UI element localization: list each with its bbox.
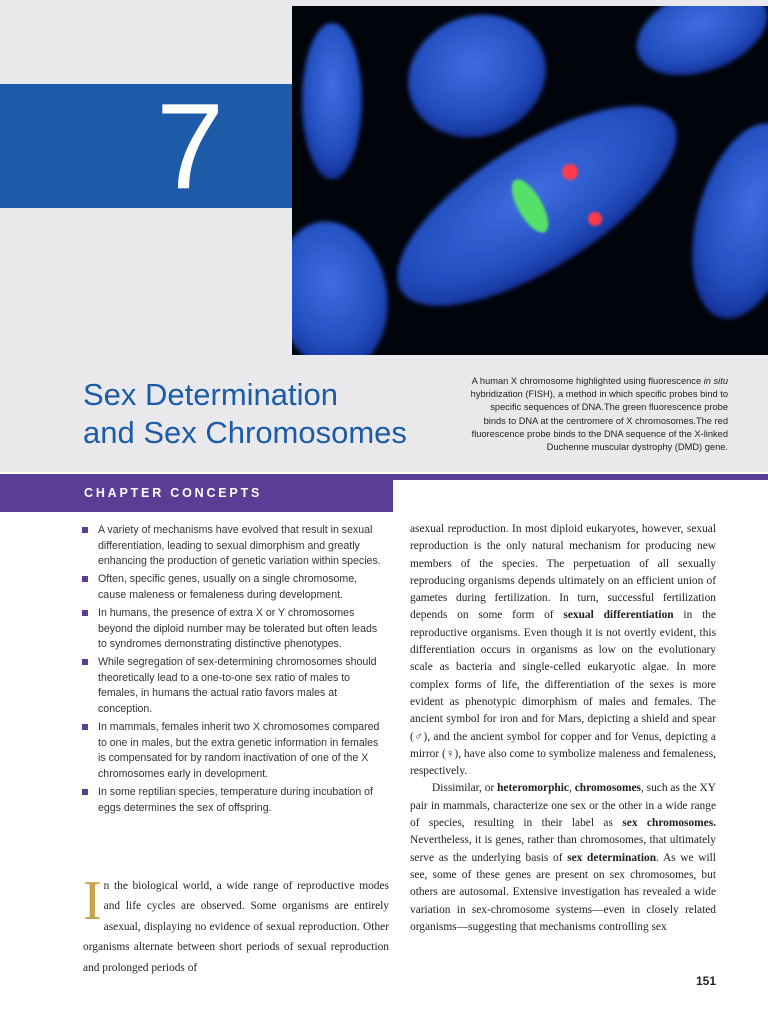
chapter-title-line1: Sex Determination: [83, 377, 339, 412]
photo-caption: [470, 375, 728, 454]
body-right-column: [410, 521, 716, 936]
caption-text: A human X chromosome highlighted using fluorescence: [471, 376, 704, 386]
fish-micrograph: [292, 6, 768, 355]
concept-item: Often, specific genes, usually on a single chromosome, cause maleness or femaleness during development.: [80, 572, 386, 603]
body-paragraph: Dissimilar, or heteromorphic, chromosomes, such as the XY pair in mammals, characterize one sex or the other in a wide range of species, resulting in their label as sex chromosomes. Nevertheless, it is genes, rather than chromosomes, that ultimately serve as the underlying basis of sex determination. As we will see, some of these genes are present on sex chromosomes, but others are autosomal. Extensive investigation has revealed a wide variation in sex-chromosome systems—even in closely related organisms—suggesting that mechanisms controlling sex: [410, 782, 716, 933]
square-bullet-icon: [82, 659, 88, 665]
chapter-concepts-list: [80, 523, 386, 819]
chapter-number: 7: [156, 78, 224, 214]
chromosome-photo: [292, 6, 768, 355]
caption-italic: in situ: [703, 376, 728, 386]
heading-rule: [393, 474, 768, 480]
concept-item: In humans, the presence of extra X or Y chromosomes beyond the diploid number may be tolerated but often leads to syndromes demonstrating distinctive phenotypes.: [80, 606, 386, 653]
key-term: chromosomes: [574, 782, 641, 795]
square-bullet-icon: [82, 527, 88, 533]
drop-cap: I: [83, 870, 102, 932]
square-bullet-icon: [82, 610, 88, 616]
square-bullet-icon: [82, 724, 88, 730]
page-number: 151: [695, 974, 716, 988]
concept-item: In some reptilian species, temperature during incubation of eggs determines the sex of offspring.: [80, 785, 386, 816]
chapter-title: [83, 376, 463, 452]
concept-item: While segregation of sex-determining chromosomes should theoretically lead to a one-to-one sex ratio of males to females, in humans the actual ratio favors males at conception.: [80, 655, 386, 717]
key-term: heteromorphic: [497, 782, 569, 795]
body-paragraph: asexual reproduction. In most diploid eukaryotes, however, sexual reproduction is the only natural mechanism for producing new members of the species. The perpetuation of all sexually reproducing organisms depends ultimately on an efficient union of gametes during fertilization. In turn, successful fertilization depends on some form of sexual differentiation in the reproductive organisms. Even though it is not overtly evident, this differentiation occurs in organisms as low on the evolutionary scale as bacteria and single-celled eukaryotic algae. In more complex forms of life, the differentiation of the sexes is more evident as phenotypic dimorphism of males and females. The ancient symbol for iron and for Mars, depicting a shield and spear (♂), and the ancient symbol for copper and for Venus, depicting a mirror (♀), have also come to symbolize maleness and femaleness, respectively.: [410, 523, 716, 778]
square-bullet-icon: [82, 789, 88, 795]
chromosome-shape: [302, 23, 362, 179]
red-probe: [588, 212, 602, 226]
concept-item: In mammals, females inherit two X chromosomes compared to one in males, but the extra genetic information in females is compensated for by random inactivation of one of the X chromosomes early in development.: [80, 720, 386, 782]
key-term: sexual differentiation: [563, 609, 674, 622]
chapter-concepts-heading: CHAPTER CONCEPTS: [84, 486, 263, 500]
red-probe: [562, 164, 578, 180]
key-term: sex chromosomes.: [622, 817, 716, 830]
intro-text: n the biological world, a wide range of reproductive modes and life cycles are observed. Some organisms are entirely asexual, displaying no evidence of sexual reproduction. Other organisms alternate between short periods of sexual reproduction and prolonged periods of: [83, 880, 389, 974]
caption-text: hybridization (FISH), a method in which specific probes bind to specific sequences of DNA.The green fluorescence probe binds to DNA at the centromere of X chromosomes.The red fluorescence probe binds to the DNA sequence of the X-linked Duchenne muscular dystrophy (DMD) gene.: [470, 389, 728, 453]
square-bullet-icon: [82, 576, 88, 582]
key-term: sex determination: [567, 851, 657, 864]
concept-item: A variety of mechanisms have evolved that result in sexual differentiation, leading to sexual dimorphism and greatly enhancing the production of genetic variation within species.: [80, 523, 386, 570]
intro-paragraph: [83, 870, 389, 978]
chapter-title-line2: and Sex Chromosomes: [83, 415, 407, 450]
chapter-concepts-heading-bar: [0, 474, 393, 512]
